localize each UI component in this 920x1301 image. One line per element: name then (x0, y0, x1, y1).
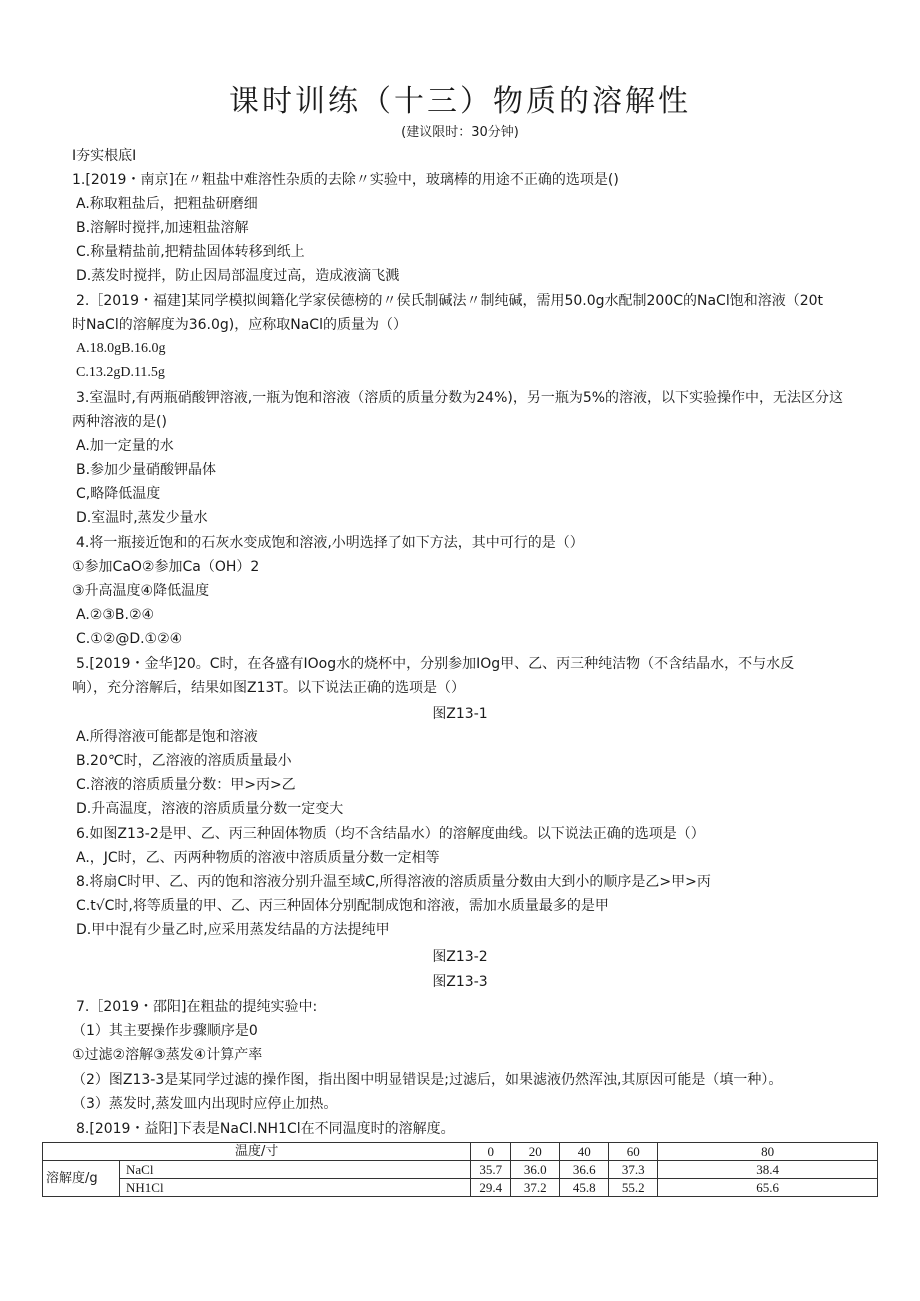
question-5-option-c: C.溶液的溶质质量分数：甲>丙>乙 (76, 777, 296, 793)
question-5-option-b: B.20℃时，乙溶液的溶质质量最小 (76, 753, 292, 769)
question-3-option-b: B.参加少量硝酸钾晶体 (76, 462, 217, 478)
section-heading: I夯实根底I (72, 148, 137, 164)
table-header-row (43, 1143, 878, 1161)
question-7: 7.［2019・邵阳]在粗盐的提纯实验中: (76, 999, 318, 1015)
question-2-continued: 时NaCl的溶解度为36.0g)，应称取NaCl的质量为（） (72, 317, 407, 333)
table-row (43, 1179, 878, 1197)
solubility-cell: 38.4 (658, 1161, 878, 1179)
question-4: 4.将一瓶接近饱和的石灰水变成饱和溶液,小明选择了如下方法，其中可行的是（） (76, 535, 584, 551)
solubility-cell: 55.2 (609, 1179, 658, 1197)
question-1-option-d: D.蒸发时搅拌，防止因局部温度过高，造成液滴飞溅 (76, 268, 400, 284)
temperature-header: 温度/寸 (43, 1143, 471, 1161)
solubility-cell: 65.6 (658, 1179, 878, 1197)
question-6-option-d: D.甲中混有少量乙时,应采用蒸发结晶的方法提纯甲 (76, 922, 390, 938)
solubility-cell: 29.4 (471, 1179, 511, 1197)
temp-cell: 0 (471, 1143, 511, 1161)
question-5: 5.[2019・金华]20。C时，在各盛有IOog水的烧杯中，分别参加IOg甲、乙、丙三种纯洁物（不含结晶水，不与水反 (76, 656, 795, 672)
question-1-option-b: B.溶解时搅拌,加速粗盐溶解 (76, 220, 249, 236)
question-6: 6.如图Z13-2是甲、乙、丙三种固体物质（均不含结晶水）的溶解度曲线。以下说法正确的选项是（） (76, 826, 705, 842)
question-4-options-ab: A.②③B.②④ (76, 607, 155, 623)
question-7-part-2: （2）图Z13-3是某同学过滤的操作图，指出图中明显错误是;过滤后，如果滤液仍然浑浊,其原因可能是（填一种）。 (72, 1072, 783, 1088)
solubility-cell: 35.7 (471, 1161, 511, 1179)
question-8: 8.[2019・益阳]下表是NaCl.NH1Cl在不同温度时的溶解度。 (76, 1121, 455, 1137)
question-6-option-a: A.，JC时，乙、丙两种物质的溶液中溶质质量分数一定相等 (76, 850, 440, 866)
question-2: 2.［2019・福建]某同学模拟闽籍化学家侯德榜的〃侯氏制碱法〃制纯碱，需用50.0g水配制200C的NaCl饱和溶液（20t (76, 293, 824, 309)
question-3-option-d: D.室温时,蒸发少量水 (76, 510, 208, 526)
question-6-option-c: C.t√C时,将等质量的甲、乙、丙三种固体分别配制成饱和溶液，需加水质量最多的是甲 (76, 898, 609, 914)
solubility-cell: 36.0 (511, 1161, 560, 1179)
page-title: 课时训练（十三）物质的溶解性 (229, 84, 691, 119)
solubility-table (42, 1142, 878, 1197)
temp-cell: 20 (511, 1143, 560, 1161)
question-7-steps: ①过滤②溶解③蒸发④计算产率 (72, 1047, 263, 1063)
figure-z13-2-caption: 图Z13-2 (432, 949, 488, 965)
temp-cell: 60 (609, 1143, 658, 1161)
question-2-options-cd: C.13.2gD.11.5g (76, 365, 165, 380)
solubility-cell: 45.8 (560, 1179, 609, 1197)
figure-z13-1-caption: 图Z13-1 (432, 706, 488, 722)
question-4-methods-34: ③升高温度④降低温度 (72, 583, 210, 599)
question-1-option-a: A.称取粗盐后，把粗盐研磨细 (76, 196, 258, 212)
question-6-option-b: 8.将扇C时甲、乙、丙的饱和溶液分别升温至域C,所得溶液的溶质质量分数由大到小的顺序是乙>甲>丙 (76, 874, 711, 890)
question-7-part-1: （1）其主要操作步骤顺序是0 (72, 1023, 258, 1039)
solubility-cell: 36.6 (560, 1161, 609, 1179)
temp-cell: 80 (658, 1143, 878, 1161)
question-5-continued: 响），充分溶解后，结果如图Z13T。以下说法正确的选项是（） (72, 680, 465, 696)
question-3-option-a: A.加一定量的水 (76, 438, 174, 454)
solubility-row-label: 溶解度/g (43, 1161, 120, 1197)
question-2-options-ab: A.18.0gB.16.0g (76, 341, 166, 356)
solubility-cell: 37.2 (511, 1179, 560, 1197)
question-4-options-cd: C.①②@D.①②④ (76, 631, 183, 647)
question-3-continued: 两种溶液的是() (72, 414, 167, 430)
question-4-methods-12: ①参加CaO②参加Ca（OH）2 (72, 559, 260, 575)
question-5-option-a: A.所得溶液可能都是饱和溶液 (76, 729, 258, 745)
table-row (43, 1161, 878, 1179)
question-1-option-c: C.称量精盐前,把精盐固体转移到纸上 (76, 244, 305, 260)
question-5-option-d: D.升高温度，溶液的溶质质量分数一定变大 (76, 801, 344, 817)
question-1: 1.[2019・南京]在〃粗盐中难溶性杂质的去除〃实验中，玻璃棒的用途不正确的选项是() (72, 172, 619, 188)
question-7-part-3: （3）蒸发时,蒸发皿内出现时应停止加热。 (72, 1096, 338, 1112)
question-3-option-c: C,略降低温度 (76, 486, 161, 502)
substance-name: NaCl (120, 1161, 471, 1179)
solubility-cell: 37.3 (609, 1161, 658, 1179)
time-limit-note: (建议限时：30分钟) (401, 125, 519, 140)
substance-name: NH1Cl (120, 1179, 471, 1197)
figure-z13-3-caption: 图Z13-3 (432, 974, 488, 990)
temp-cell: 40 (560, 1143, 609, 1161)
question-3: 3.室温时,有两瓶硝酸钾溶液,一瓶为饱和溶液（溶质的质量分数为24%)，另一瓶为5%的溶液，以下实验操作中，无法区分这 (76, 390, 844, 406)
